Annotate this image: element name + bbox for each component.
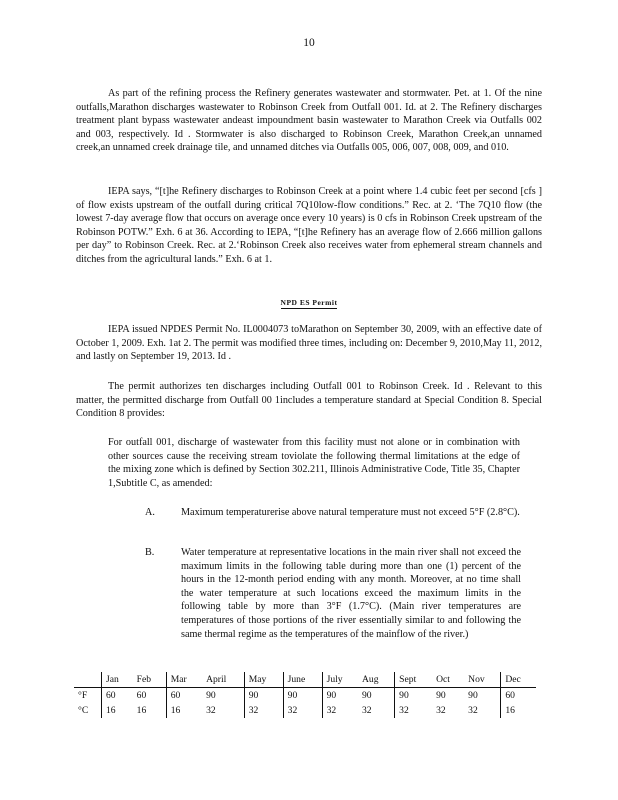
table-cell: 90 <box>322 688 358 704</box>
table-cell: 32 <box>395 703 432 718</box>
table-cell: 90 <box>244 688 283 704</box>
month-header: Feb <box>133 672 167 688</box>
unit-label: °F <box>78 690 88 701</box>
paragraph-iepa-flow: IEPA says, “[t]he Refinery discharges to Robinson Creek at a point where 1.4 cubic feet per second [cfs ] of flow exists upstream of the outfall during critical 7Q10low-flow conditions.” Rec. at 2. ‘The 7Q10 flow (the lowest 7-day average flow that occurs on average once every 10 years) is 0 cfs in Robinson Creek upstream of the Robinson POTW.” Exh. 6 at 36. According to IEPA, “[t]he Refinery has an average flow of 2.666 million gallons per day” to Robinson Creek. Rec. at 2.‘Robinson Creek also receives water from ephemeral stream channels and ditches from the agricultural lands.” Exh. 6 at 1. <box>76 186 542 265</box>
table-cell: 32 <box>283 703 322 718</box>
item-label: B. <box>145 547 155 558</box>
item-text: Water temperature at representative locations in the main river shall not exceed the maximum limits in the following table during more than one (1) percent of the hours in the 12-month period ending with any month. Moreover, at no time shall the water temperature at such locations exceed the maximum limits in the following table by more than 3°F (1.7°C). (Main river temperatures are temperatures of those portions of the river essentially similar to and following the same thermal regime as the temperatures of the mainflow of the river.) <box>181 547 521 640</box>
month-header: July <box>322 672 358 688</box>
block-quote: For outfall 001, discharge of wastewater from this facility must not alone or in combination with other sources cause the receiving stream toviolate the following thermal limitations at the edge of the mixing zone which is defined by Section 302.211, Illinois Administrative Code, Title 35, Chapter 1,Subtitle C, as amended: <box>108 437 520 489</box>
month-header: Dec <box>501 672 536 688</box>
table-cell: 60 <box>101 688 132 704</box>
table-cell: 32 <box>362 705 372 716</box>
paragraph-outfalls: As part of the refining process the Refinery generates wastewater and stormwater. Pet. at 1. Of the nine outfalls,Marathon discharges wastewater to Robinson Creek from Outfall 001. Id. at 2. The Refinery discharges treatment plant bypass wastewater andeast impoundment basin wastewater to Marathon Creek via Outfalls 002 and 003, respectively. Id . Stormwater is also discharged to Robinson Creek, Marathon Creek,an unnamed creek,an unnamed creek drainage tile, and unnamed ditches via Outfalls 005, 006, 007, 008, 009, and 010. <box>76 88 542 154</box>
month-header: Mar <box>166 672 202 688</box>
month-header: Oct <box>432 672 464 688</box>
table-cell: 32 <box>468 705 478 716</box>
month-header: May <box>244 672 283 688</box>
section-heading-text: NPD ES Permit <box>280 298 338 307</box>
table-cell: 16 <box>136 705 147 716</box>
table-header-row <box>74 672 536 688</box>
table-cell: 32 <box>436 705 446 716</box>
page-number: 10 <box>303 37 315 49</box>
table-cell: 90 <box>206 690 216 701</box>
table-cell <box>74 672 101 688</box>
table-cell: 16 <box>166 703 202 718</box>
month-header: Aug <box>358 672 395 688</box>
table-cell: 32 <box>322 703 358 718</box>
table-cell: 60 <box>136 690 147 701</box>
temperature-table <box>74 672 536 718</box>
table-cell: 32 <box>244 703 283 718</box>
month-header: Jan <box>101 672 132 688</box>
paragraph-permit-issued: IEPA issued NPDES Permit No. IL0004073 toMarathon on September 30, 2009, with an effective date of October 1, 2009. Exh. 1at 2. The permit was modified three times, including on: December 9, 2010,May 11, 2012, and lastly on September 19, 2013. Id . <box>76 324 542 363</box>
item-label: A. <box>145 507 155 518</box>
table-row <box>74 703 536 718</box>
table-cell: 60 <box>501 688 536 704</box>
section-heading <box>0 298 618 307</box>
item-text: Maximum temperaturerise above natural temperature must not exceed 5°F (2.8°C). <box>181 507 520 518</box>
month-header: Sept <box>395 672 432 688</box>
table-cell: 16 <box>501 703 536 718</box>
table-cell: 16 <box>101 703 132 718</box>
table-cell: 32 <box>206 705 216 716</box>
table-cell: 60 <box>166 688 202 704</box>
month-header: Nov <box>464 672 501 688</box>
table-cell: 90 <box>395 688 432 704</box>
table-row <box>74 688 536 704</box>
month-header: April <box>202 672 244 688</box>
table-cell: 90 <box>362 690 372 701</box>
unit-label: °C <box>78 705 89 716</box>
table-cell: 90 <box>436 690 446 701</box>
month-header: June <box>283 672 322 688</box>
table-cell: 90 <box>468 690 478 701</box>
paragraph-permit-authorizes: The permit authorizes ten discharges including Outfall 001 to Robinson Creek. Id . Relevant to this matter, the permitted discharge from Outfall 00 1includes a temperature standard at Special Condition 8. Special Condition 8 provides: <box>76 381 542 420</box>
table-cell: 90 <box>283 688 322 704</box>
